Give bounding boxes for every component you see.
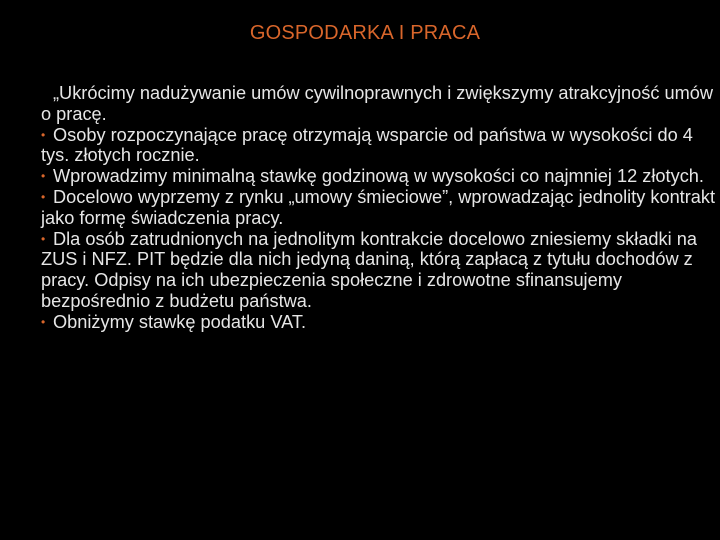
bullet-item-4 (41, 229, 716, 312)
bullet-text: Obniżymy stawkę podatku VAT. (53, 311, 307, 332)
bullet-text: Wprowadzimy minimalną stawkę godzinową w wysokości co najmniej 12 złotych. (53, 166, 704, 187)
slide-title: GOSPODARKA I PRACA (249, 22, 481, 44)
bullet-item-2 (41, 166, 716, 187)
slide-body (41, 83, 716, 333)
bullet-item-1 (41, 125, 716, 167)
bullet-icon: • (41, 169, 46, 184)
bullet-icon: • (41, 314, 46, 329)
bullet-text: Dla osób zatrudnionych na jednolitym kontrakcie docelowo zniesiemy składki na ZUS i NFZ. PIT będzie dla nich jedyną daniną, którą zapłacą z tytułu dochodów z pracy. Odpisy na ich ubezpieczenia społeczne i zdrowotne sfinansujemy bezpośrednio z budżetu państwa. (41, 228, 697, 311)
paragraph-text: „Ukrócimy nadużywanie umów cywilnoprawnych i zwiększymy atrakcyjność umów o pracę. (41, 83, 713, 124)
bullet-icon: • (41, 231, 46, 246)
bullet-icon: • (41, 127, 46, 142)
bullet-item-3 (41, 187, 716, 229)
bullet-text: Docelowo wyprzemy z rynku „umowy śmieciowe”, wprowadzając jednolity kontrakt jako formę świadczenia pracy. (41, 186, 716, 228)
bullet-text: Osoby rozpoczynające pracę otrzymają wsparcie od państwa w wysokości do 4 tys. złotych rocznie. (41, 124, 693, 166)
paragraph-intro (41, 83, 716, 125)
bullet-icon: • (41, 189, 46, 204)
bullet-item-5 (41, 312, 716, 333)
